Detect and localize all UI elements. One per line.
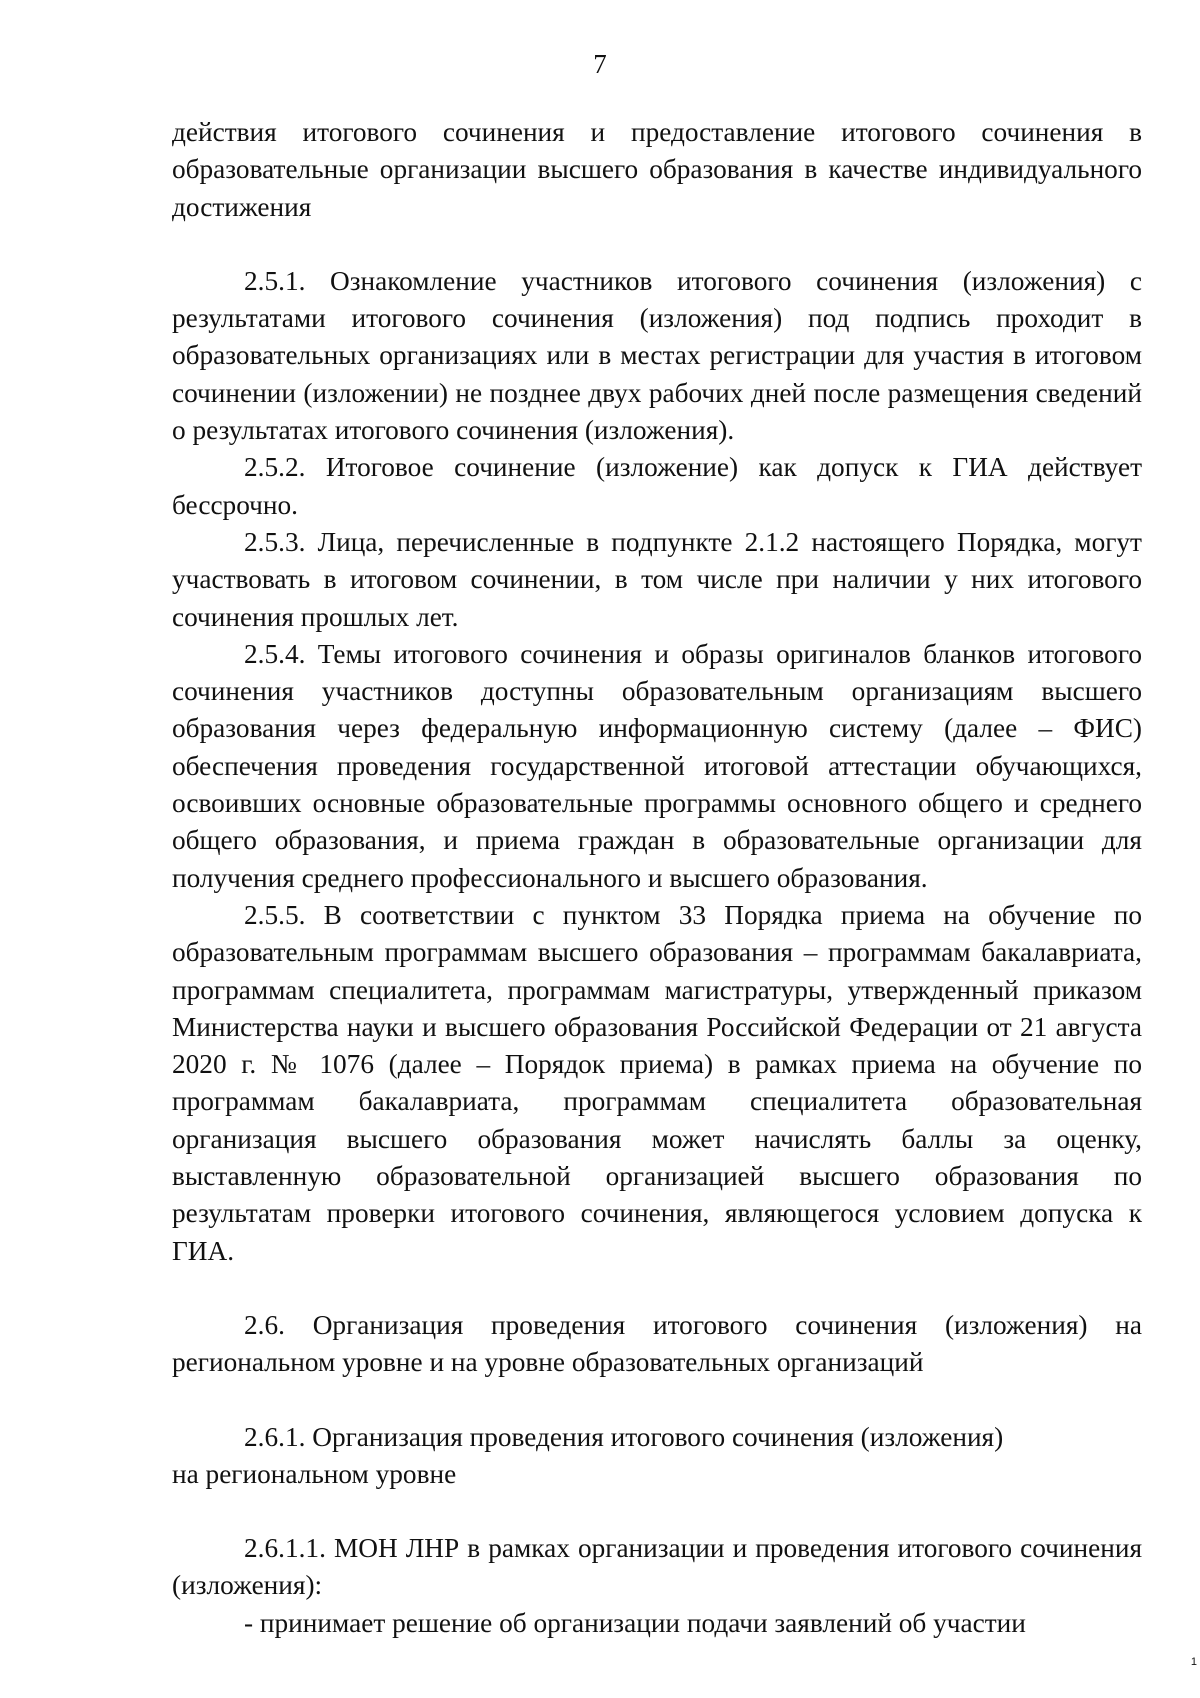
section-heading-2-6: 2.6. Организация проведения итогового сочинения (изложения) на региональном уровне и на уровне образовательных организаций [172,1309,1142,1378]
section-heading-continuation: действия итогового сочинения и предоставление итогового сочинения в образовательные организации высшего образования в качестве индивидуального достижения [172,117,1142,222]
document-body [172,114,1142,1642]
paragraph-2-6-1-1: 2.6.1.1. МОН ЛНР в рамках организации и проведения итогового сочинения (изложения): [172,1533,1142,1601]
paragraph-2-5-2: 2.5.2. Итоговое сочинение (изложение) как допуск к ГИА действует бессрочно. [172,452,1142,520]
paragraph-2-5-1: 2.5.1. Ознакомление участников итогового сочинения (изложения) с результатами итогового сочинения (изложения) под подпись проходит в образовательных организациях или в местах регистрации для участия в итоговом сочинении (изложении) не позднее двух рабочих дней после размещения сведений о результатах итогового сочинения (изложения). [172,265,1142,446]
subsection-heading-2-6-1-continuation: на региональном уровне [172,1458,457,1489]
paragraph-2-5-4: 2.5.4. Темы итогового сочинения и образы оригиналов бланков итогового сочинения участников доступны образовательным организациям высшего образования через федеральную информационную систему (далее – ФИС) обеспечения проведения государственной итоговой аттестации обучающихся, освоивших основные образовательные программы основного общего и среднего общего образования, и приема граждан в образовательные организации для получения среднего профессионального и высшего образования. [172,638,1142,893]
page-number: 7 [593,49,607,79]
subsection-heading-2-6-1: 2.6.1. Организация проведения итогового сочинения (изложения) [244,1421,1004,1452]
paragraph-2-5-3: 2.5.3. Лица, перечисленные в подпункте 2.1.2 настоящего Порядка, могут участвовать в итоговом сочинении, в том числе при наличии у них итогового сочинения прошлых лет. [172,526,1142,632]
corner-mark: 1 [1190,1656,1197,1668]
list-item-first: - принимает решение об организации подачи заявлений об участии [244,1607,1026,1638]
paragraph-2-5-5: 2.5.5. В соответствии с пунктом 33 Порядка приема на обучение по образовательным программам высшего образования – программам бакалавриата, программам специалитета, программам магистратуры, утвержденный приказом Министерства науки и высшего образования Российской Федерации от 21 августа 2020 г. № 1076 (далее – Порядок приема) в рамках приема на обучение по программам бакалавриата, программам специалитета образовательная организация высшего образования может начислять баллы за оценку, выставленную образовательной организацией высшего образования по результатам проверки итогового сочинения, являющегося условием допуска к ГИА. [172,899,1142,1266]
